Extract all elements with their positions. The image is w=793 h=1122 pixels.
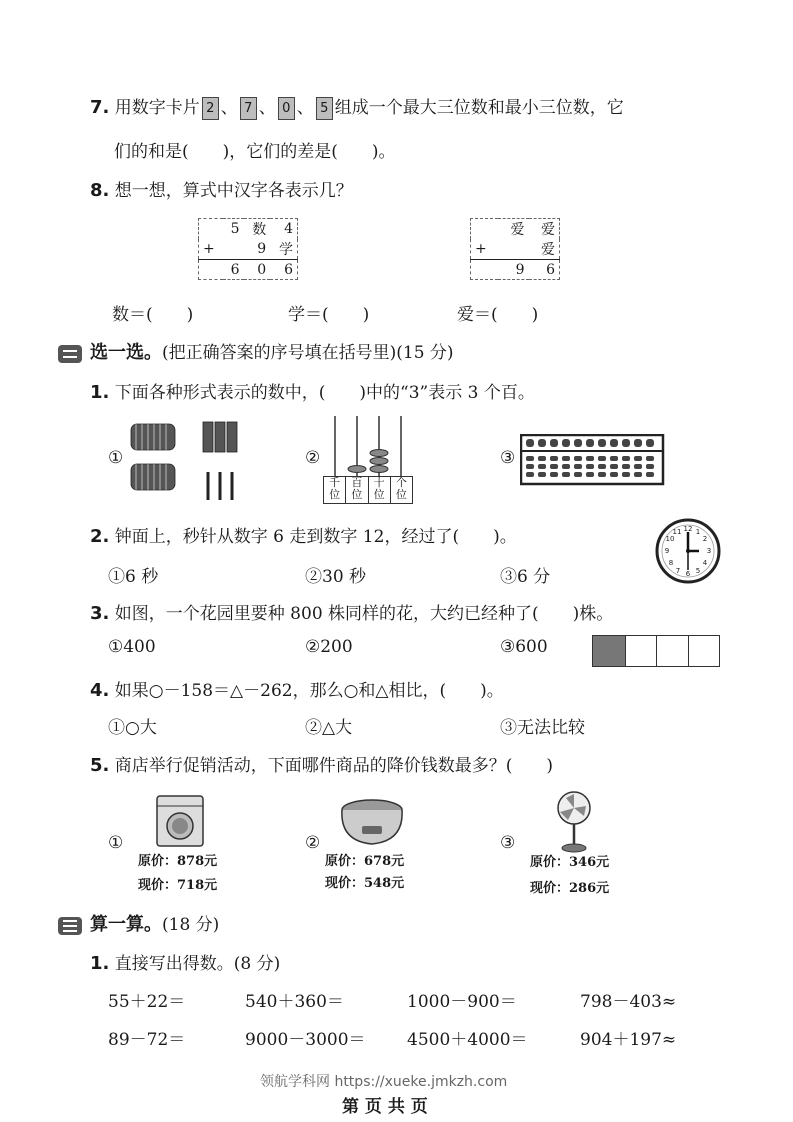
- option: ②△大: [305, 718, 353, 738]
- current-price: 现价：718元: [138, 878, 218, 893]
- puzzle-cell: +: [203, 241, 215, 257]
- puzzle-2: [470, 218, 560, 280]
- svg-text:10: 10: [665, 535, 675, 543]
- footer-url: 领航学科网 https://xueke.jmkzh.com: [260, 1074, 508, 1090]
- option: ②30 秒: [305, 567, 367, 587]
- section-title: 算一算。: [90, 914, 162, 935]
- puzzle-cell: [498, 239, 528, 260]
- original-price: 原价：346元: [530, 855, 610, 870]
- puzzle-cell: 6: [230, 261, 240, 278]
- puzzle-cell: [471, 260, 499, 280]
- svg-text:12: 12: [683, 525, 693, 533]
- calc-problem: 540＋360＝: [245, 992, 344, 1012]
- digit-card: 5: [316, 97, 333, 120]
- s2-question-2: [90, 522, 517, 547]
- puzzle-cell: 爱: [541, 242, 555, 258]
- svg-text:7: 7: [675, 567, 681, 575]
- planted-area: [593, 636, 626, 666]
- washing-machine-icon: [155, 794, 205, 848]
- digit-card: 0: [278, 97, 295, 120]
- svg-text:6: 6: [685, 570, 691, 578]
- s2-question-3: [90, 599, 613, 624]
- calc-problem: 904＋197≈: [580, 1030, 677, 1050]
- question-text: 商店举行促销活动，下面哪件商品的降价钱数最多？( ): [114, 756, 554, 776]
- section-2-header: [58, 338, 454, 364]
- option: ①6 秒: [108, 567, 159, 587]
- current-price: 现价：548元: [325, 876, 405, 891]
- question-8: [90, 176, 353, 201]
- question-number: 8.: [90, 180, 110, 201]
- puzzle-cell: +: [475, 241, 487, 257]
- answer-ai: 爱＝( ): [457, 305, 539, 325]
- place-label: 千位: [324, 477, 346, 503]
- calc-problem: 89－72＝: [108, 1030, 186, 1050]
- question-text-cont: 组成一个最大三位数和最小三位数，它: [334, 98, 624, 118]
- option: ③无法比较: [500, 718, 585, 738]
- option-label: ①: [108, 448, 124, 468]
- s2-question-5: [90, 751, 553, 776]
- current-price: 现价：286元: [530, 881, 610, 896]
- question-text: 想一想，算式中汉字各表示几？: [114, 181, 353, 201]
- option-label: ①: [108, 833, 124, 853]
- place-label: 个位: [395, 476, 407, 501]
- calc-problem: 9000－3000＝: [245, 1030, 366, 1050]
- svg-text:8: 8: [668, 559, 674, 567]
- garden-diagram: [592, 635, 720, 667]
- question-number: 4.: [90, 680, 110, 701]
- question-number: 5.: [90, 755, 110, 776]
- puzzle-cell: [223, 239, 244, 260]
- section-instruction: (把正确答案的序号填在括号里)(15 分): [162, 343, 454, 363]
- puzzle-cell: 6: [546, 261, 555, 278]
- empty-area: [626, 636, 658, 666]
- svg-text:5: 5: [695, 567, 701, 575]
- puzzle-cell: 9: [515, 261, 525, 278]
- digit-card: 2: [202, 97, 219, 120]
- option-label: ②: [305, 448, 321, 468]
- question-text: 如果○－158＝△－262，那么○和△相比，( )。: [114, 681, 504, 701]
- puzzle-cell: 爱: [541, 222, 555, 238]
- digit-card: 7: [240, 97, 257, 120]
- empty-area: [689, 636, 720, 666]
- svg-text:11: 11: [672, 528, 682, 536]
- option: ②200: [305, 637, 353, 657]
- question-number: 2.: [90, 526, 110, 547]
- puzzle-cell: 0: [257, 261, 267, 278]
- s2-question-4: [90, 676, 504, 701]
- electric-fan-icon: [552, 790, 596, 854]
- svg-text:4: 4: [702, 559, 708, 567]
- question-number: 3.: [90, 603, 110, 624]
- page-number: 第 页 共 页: [342, 1097, 428, 1117]
- bundles-of-sticks-image: [128, 414, 253, 504]
- s3-question-1: [90, 949, 280, 974]
- calc-problem: 1000－900＝: [407, 992, 517, 1012]
- abacus-image: [323, 414, 413, 504]
- counting-frame-image: [520, 434, 665, 486]
- puzzle-cell: [199, 219, 224, 240]
- section-3-header: [58, 910, 219, 936]
- svg-text:9: 9: [664, 547, 670, 555]
- question-number: 1.: [90, 382, 110, 403]
- place-label: 百位: [346, 477, 368, 503]
- puzzle-cell: 学: [279, 242, 293, 258]
- puzzle-cell: 4: [284, 221, 293, 237]
- section-score: (18 分): [162, 915, 220, 935]
- puzzle-1: [198, 218, 298, 280]
- question-7: [90, 93, 624, 120]
- clock-face-image: [655, 518, 721, 584]
- svg-text:2: 2: [702, 535, 708, 543]
- option: ①○大: [108, 718, 157, 738]
- svg-text:3: 3: [706, 547, 712, 555]
- svg-text:1: 1: [695, 528, 701, 536]
- answer-shu: 数＝( ): [112, 305, 194, 325]
- option-label: ②: [305, 833, 321, 853]
- question-7-line2: 们的和是( )，它们的差是( )。: [114, 142, 396, 162]
- empty-area: [657, 636, 689, 666]
- question-number: 1.: [90, 953, 110, 974]
- option: ①400: [108, 637, 156, 657]
- original-price: 原价：878元: [138, 854, 218, 869]
- puzzle-cell: 6: [284, 261, 293, 278]
- section-number-icon: [58, 345, 82, 363]
- section-number-icon: [58, 917, 82, 935]
- question-text: 用数字卡片: [114, 98, 200, 118]
- s2-question-1: [90, 378, 535, 403]
- rice-cooker-icon: [335, 796, 410, 848]
- question-text: 直接写出得数。(8 分): [114, 954, 281, 974]
- question-text: 钟面上，秒针从数字 6 走到数字 12，经过了( )。: [114, 527, 517, 547]
- puzzle-cell: [471, 219, 499, 240]
- calc-problem: 4500＋4000＝: [407, 1030, 528, 1050]
- original-price: 原价：678元: [325, 854, 405, 869]
- answer-xue: 学＝( ): [288, 305, 370, 325]
- puzzle-cell: [199, 260, 224, 280]
- puzzle-cell: 5: [230, 221, 240, 237]
- question-text: 如图，一个花园里要种 800 株同样的花，大约已经种了( )株。: [114, 604, 614, 624]
- section-title: 选一选。: [90, 342, 162, 363]
- calc-problem: 55＋22＝: [108, 992, 186, 1012]
- separator: 、: [296, 98, 314, 118]
- place-label: 十位: [369, 477, 391, 503]
- question-text: 下面各种形式表示的数中，( )中的“3”表示 3 个百。: [114, 383, 535, 403]
- question-number: 7.: [90, 97, 110, 118]
- option-label: ③: [500, 833, 516, 853]
- puzzle-cell: 数: [252, 222, 267, 238]
- puzzle-cell: 9: [257, 241, 267, 257]
- option: ③6 分: [500, 567, 551, 587]
- option: ③600: [500, 637, 548, 657]
- separator: 、: [258, 98, 276, 118]
- option-label: ③: [500, 448, 516, 468]
- calc-problem: 798－403≈: [580, 992, 677, 1012]
- puzzle-cell: 爱: [510, 222, 525, 238]
- separator: 、: [220, 98, 238, 118]
